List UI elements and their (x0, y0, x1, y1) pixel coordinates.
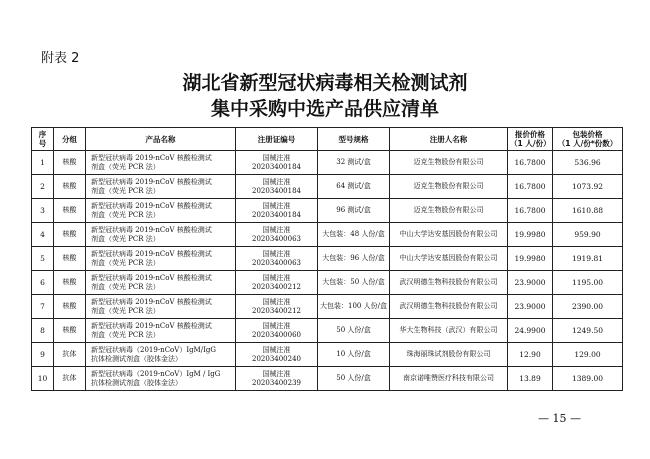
table-row (32, 199, 623, 223)
cell-spec: 大包装：96 人份/盒 (318, 247, 390, 271)
header-index: 序 号 (32, 128, 54, 151)
cell-reg-no: 国械注准 20203400060 (236, 319, 318, 343)
cell-reg-no: 国械注准 20203400184 (236, 175, 318, 199)
cell-index: 2 (32, 175, 54, 199)
cell-spec: 50 人份/盒 (318, 367, 390, 391)
table-row (32, 223, 623, 247)
cell-index: 8 (32, 319, 54, 343)
cell-reg-no: 国械注准 20203400184 (236, 151, 318, 175)
cell-index: 4 (32, 223, 54, 247)
supply-list-table (31, 127, 623, 391)
cell-spec: 50 人份/盒 (318, 319, 390, 343)
header-product: 产品名称 (86, 128, 236, 151)
cell-index: 9 (32, 343, 54, 367)
cell-registrant: 华大生物科技（武汉）有限公司 (390, 319, 508, 343)
cell-pack-price: 2390.00 (553, 295, 623, 319)
cell-reg-no: 国械注准 20203400063 (236, 223, 318, 247)
header-reg-no: 注册证编号 (236, 128, 318, 151)
cell-registrant: 迈克生物股份有限公司 (390, 199, 508, 223)
cell-price: 16.7800 (508, 175, 553, 199)
cell-pack-price: 1249.50 (553, 319, 623, 343)
title-line-2: 集中采购中选产品供应清单 (210, 98, 439, 120)
cell-reg-no: 国械注准 20203400212 (236, 295, 318, 319)
cell-price: 23.9000 (508, 295, 553, 319)
cell-reg-no: 国械注准 20203400239 (236, 367, 318, 391)
cell-price: 12.90 (508, 343, 553, 367)
cell-registrant: 中山大学达安基因股份有限公司 (390, 247, 508, 271)
cell-price: 23.9000 (508, 271, 553, 295)
cell-product: 新型冠状病毒 2019-nCoV 核酸检测试 剂盒（荧光 PCR 法） (86, 271, 236, 295)
header-registrant: 注册人名称 (390, 128, 508, 151)
cell-group: 核酸 (54, 271, 86, 295)
title-line-1: 湖北省新型冠状病毒相关检测试剂 (182, 72, 468, 94)
cell-group: 核酸 (54, 175, 86, 199)
cell-spec: 64 测试/盒 (318, 175, 390, 199)
cell-spec: 96 测试/盒 (318, 199, 390, 223)
cell-group: 核酸 (54, 319, 86, 343)
cell-pack-price: 129.00 (553, 343, 623, 367)
header-price: 报价价格 （1 人/份） (508, 128, 553, 151)
cell-product: 新型冠状病毒 2019-nCoV 核酸检测试 剂盒（荧光 PCR 法） (86, 247, 236, 271)
cell-price: 16.7800 (508, 151, 553, 175)
cell-spec: 大包装：50 人份/盒 (318, 271, 390, 295)
cell-pack-price: 959.90 (553, 223, 623, 247)
cell-registrant: 珠海丽珠试剂股份有限公司 (390, 343, 508, 367)
cell-index: 5 (32, 247, 54, 271)
cell-price: 19.9980 (508, 223, 553, 247)
cell-pack-price: 1195.00 (553, 271, 623, 295)
cell-product: 新型冠状病毒 2019-nCoV 核酸检测试 剂盒（荧光 PCR 法） (86, 295, 236, 319)
table-row (32, 271, 623, 295)
cell-index: 7 (32, 295, 54, 319)
cell-pack-price: 1073.92 (553, 175, 623, 199)
table-row (32, 295, 623, 319)
cell-group: 核酸 (54, 223, 86, 247)
cell-spec: 32 测试/盒 (318, 151, 390, 175)
cell-product: 新型冠状病毒 2019-nCoV 核酸检测试 剂盒（荧光 PCR 法） (86, 151, 236, 175)
cell-reg-no: 国械注准 20203400240 (236, 343, 318, 367)
table-row (32, 343, 623, 367)
header-spec: 型号规格 (318, 128, 390, 151)
cell-spec: 10 人份/盒 (318, 343, 390, 367)
table-row (32, 151, 623, 175)
cell-registrant: 武汉明德生物科技股份有限公司 (390, 271, 508, 295)
cell-group: 抗体 (54, 343, 86, 367)
table-row (32, 367, 623, 391)
header-pack-price: 包装价格 （1 人/份*份数） (553, 128, 623, 151)
cell-registrant: 武汉明德生物科技股份有限公司 (390, 295, 508, 319)
cell-product: 新型冠状病毒 2019-nCoV 核酸检测试 剂盒（荧光 PCR 法） (86, 319, 236, 343)
cell-index: 3 (32, 199, 54, 223)
cell-group: 核酸 (54, 247, 86, 271)
table-row (32, 247, 623, 271)
cell-group: 核酸 (54, 151, 86, 175)
cell-price: 13.89 (508, 367, 553, 391)
cell-spec: 大包装：100 人份/盒 (318, 295, 390, 319)
page-number: — 15 — (538, 412, 581, 425)
cell-pack-price: 1389.00 (553, 367, 623, 391)
cell-price: 16.7800 (508, 199, 553, 223)
cell-index: 6 (32, 271, 54, 295)
table-header-row (32, 128, 623, 151)
cell-reg-no: 国械注准 20203400212 (236, 271, 318, 295)
cell-registrant: 中山大学达安基因股份有限公司 (390, 223, 508, 247)
cell-group: 核酸 (54, 295, 86, 319)
cell-group: 抗体 (54, 367, 86, 391)
table-row (32, 319, 623, 343)
cell-product: 新型冠状病毒 2019-nCoV 核酸检测试 剂盒（荧光 PCR 法） (86, 223, 236, 247)
table-row (32, 175, 623, 199)
cell-pack-price: 536.96 (553, 151, 623, 175)
cell-pack-price: 1610.88 (553, 199, 623, 223)
cell-price: 19.9980 (508, 247, 553, 271)
header-group: 分组 (54, 128, 86, 151)
cell-product: 新型冠状病毒（2019-nCoV）IgM/IgG 抗体检测试剂盒（胶体金法） (86, 343, 236, 367)
cell-pack-price: 1919.81 (553, 247, 623, 271)
cell-registrant: 南京诺唯赞医疗科技有限公司 (390, 367, 508, 391)
cell-index: 10 (32, 367, 54, 391)
cell-index: 1 (32, 151, 54, 175)
cell-reg-no: 国械注准 20203400063 (236, 247, 318, 271)
document-title (0, 70, 650, 122)
cell-spec: 大包装：48 人份/盒 (318, 223, 390, 247)
cell-group: 核酸 (54, 199, 86, 223)
cell-registrant: 迈克生物股份有限公司 (390, 151, 508, 175)
cell-registrant: 迈克生物股份有限公司 (390, 175, 508, 199)
cell-product: 新型冠状病毒 2019-nCoV 核酸检测试 剂盒（荧光 PCR 法） (86, 175, 236, 199)
cell-price: 24.9900 (508, 319, 553, 343)
cell-product: 新型冠状病毒（2019-nCoV）IgM / IgG 抗体检测试剂盒（胶体金法） (86, 367, 236, 391)
cell-reg-no: 国械注准 20203400184 (236, 199, 318, 223)
cell-product: 新型冠状病毒 2019-nCoV 核酸检测试 剂盒（荧光 PCR 法） (86, 199, 236, 223)
attachment-label: 附表 2 (41, 51, 80, 66)
